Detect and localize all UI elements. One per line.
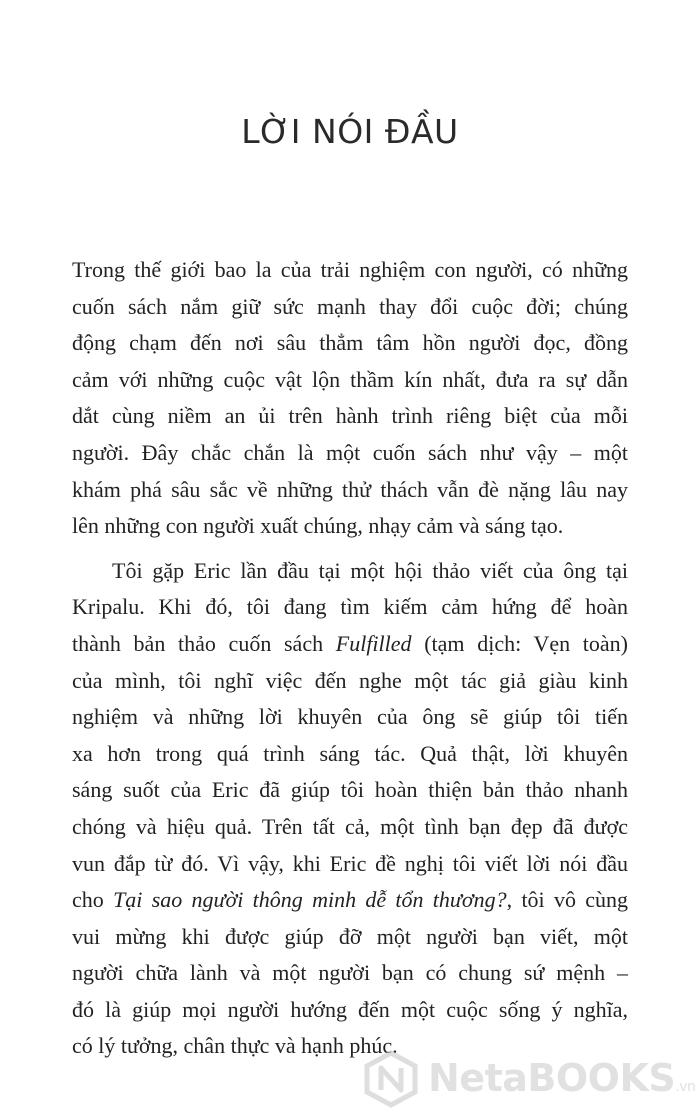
text-line: sáng suốt của Eric đã giúp tôi hoàn thiện bản thảo nhanh (72, 777, 628, 803)
watermark-brand: NetaBOOKS (428, 1056, 676, 1100)
text-line: cuốn sách nắm giữ sức mạnh thay đổi cuộc đời; chúng (72, 293, 628, 319)
text-line: người chữa lành và một người bạn có chung sứ mệnh – (72, 960, 628, 986)
text-line: người. Đây chắc chắn là một cuốn sách như vậy – một (72, 439, 628, 465)
text-line: vun đắp từ đó. Vì vậy, khi Eric đề nghị tôi viết lời nói đầu (72, 850, 628, 876)
text-segment: thành bản thảo cuốn sách (72, 630, 336, 656)
text-line (72, 626, 628, 663)
watermark-text (428, 1056, 695, 1100)
text-segment: , tôi vô cùng (506, 887, 628, 913)
text-line: Kripalu. Khi đó, tôi đang tìm kiếm cảm hứng để hoàn (72, 594, 628, 620)
text-line: vui mừng khi được giúp đỡ một người bạn viết, một (72, 923, 628, 949)
text-line (72, 882, 628, 919)
chapter-title: LỜI NÓI ĐẦU (241, 112, 459, 151)
text-line: Trong thế giới bao la của trải nghiệm con người, có những (72, 257, 628, 282)
book-title-fulfilled: Fulfilled (335, 630, 412, 656)
text-segment: cho (72, 887, 114, 913)
text-line: động chạm đến nơi sâu thẳm tâm hồn người đọc, đồng (72, 330, 628, 356)
text-line: đó là giúp mọi người hướng đến một cuộc sống ý nghĩa, (72, 996, 628, 1022)
text-line: xa hơn trong quá trình sáng tác. Quả thật, lời khuyên (72, 740, 628, 766)
watermark (362, 1050, 696, 1110)
text-line: lên những con người xuất chúng, nhạy cảm và sáng tạo. (72, 513, 564, 539)
text-line: khám phá sâu sắc về những thử thách vẫn đè nặng lâu nay (72, 476, 628, 502)
paragraph-1 (72, 252, 628, 545)
netabooks-n-logo-icon (362, 1050, 420, 1108)
text-line: dắt cùng niềm an ủi trên hành trình riêng biệt của mỗi (72, 403, 628, 429)
text-segment: (tạm dịch: Vẹn toàn) (411, 630, 629, 656)
watermark-tld: .vn (675, 1079, 696, 1095)
text-line: chóng và hiệu quả. Trên tất cả, một tình bạn đẹp đã được (72, 813, 628, 839)
body-text (72, 252, 628, 1065)
paragraph-2 (72, 553, 628, 1065)
text-line: cảm với những cuộc vật lộn thầm kín nhất, đưa ra sự dẫn (72, 366, 628, 392)
text-line: Tôi gặp Eric lần đầu tại một hội thảo viết của ông tại (112, 557, 628, 583)
text-line: nghiệm và những lời khuyên của ông sẽ giúp tôi tiến (72, 704, 628, 730)
text-line: của mình, tôi nghĩ việc đến nghe một tác giả giàu kinh (72, 667, 628, 693)
text-line: có lý tưởng, chân thực và hạnh phúc. (72, 1033, 398, 1059)
book-title-italic: Tại sao người thông minh dễ tổn thương? (113, 887, 507, 913)
